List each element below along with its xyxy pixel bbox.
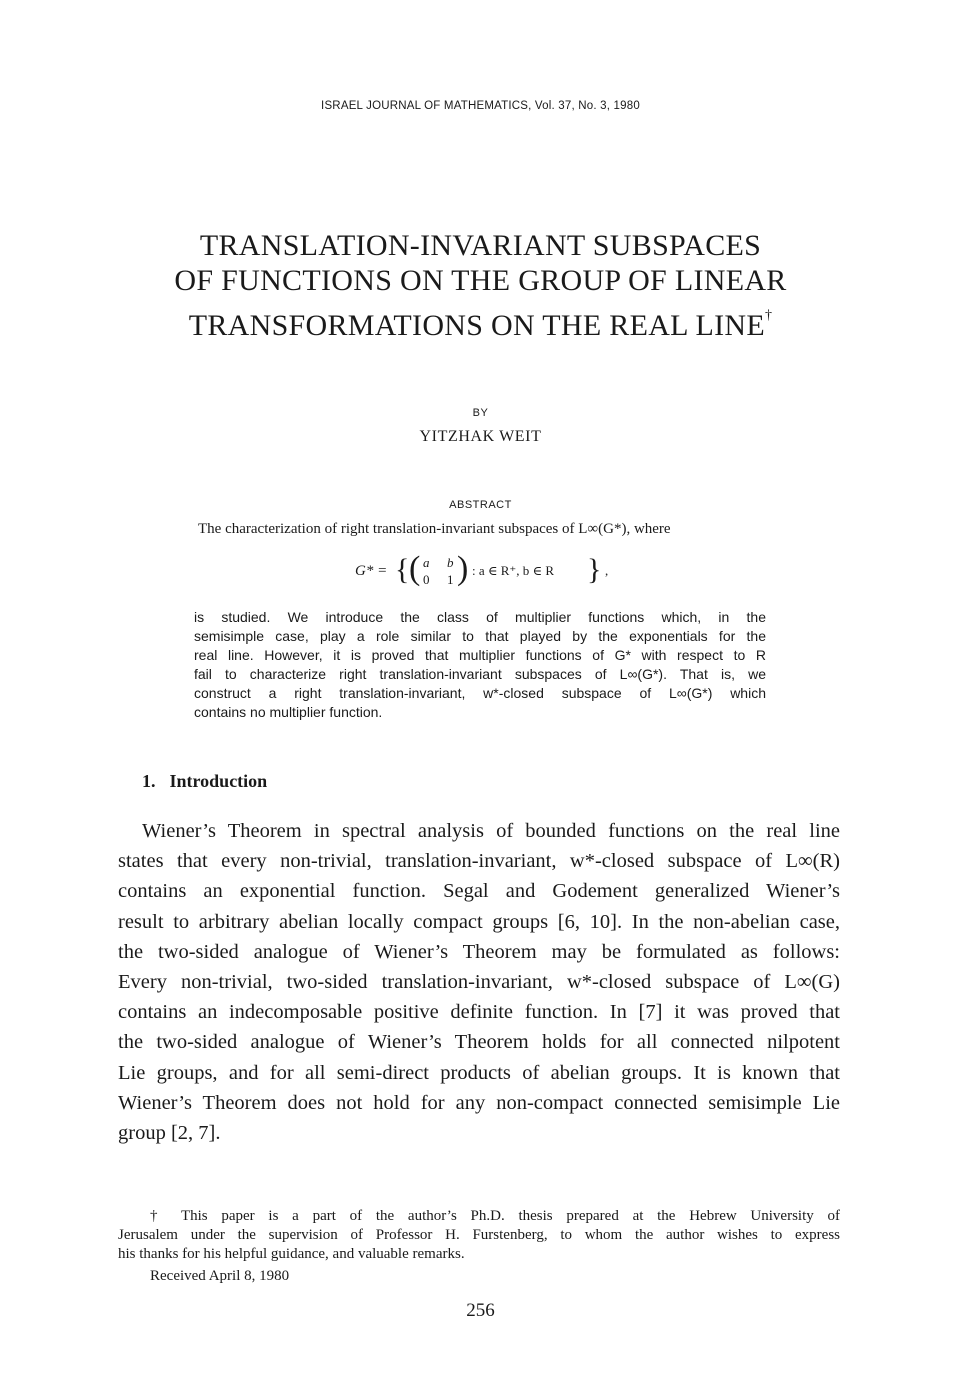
- body-line: Wiener’s Theorem in spectral analysis of bounded functions on the real line: [142, 820, 840, 842]
- body-line: states that every non-trivial, translation-invariant, w*-closed subspace of L∞(R): [118, 850, 840, 873]
- abstract-line: fail to characterize right translation-invariant subspaces of L∞(G*). That is, we: [194, 666, 766, 682]
- abstract-label: ABSTRACT: [449, 499, 512, 511]
- title-line: TRANSLATION-INVARIANT SUBSPACES: [199, 229, 762, 262]
- section-heading: [142, 771, 267, 792]
- body-line: the two-sided analogue of Wiener’s Theorem may be formulated as follows:: [118, 940, 840, 963]
- byline-by: BY: [472, 407, 489, 419]
- section-title: Introduction: [169, 771, 268, 791]
- footnote-line: † This paper is a part of the author’s Ph.D. thesis prepared at the Hebrew University of: [150, 1208, 840, 1224]
- title-line: [60, 298, 901, 343]
- matrix-entry-a: a: [423, 555, 430, 570]
- body-line: Lie groups, and for all semi-direct products of abelian groups. It is known that: [118, 1061, 840, 1084]
- abstract-line: real line. However, it is proved that multiplier functions of G* with respect to R: [194, 647, 766, 663]
- body-line: result to arbitrary abelian locally compact groups [6, 10]. In the non-abelian case,: [118, 910, 840, 933]
- abstract-line: semisimple case, play a role similar to that played by the exponentials for the: [194, 628, 766, 644]
- footnote-line: Jerusalem under the supervision of Professor H. Furstenberg, to whom the author wishes to express: [118, 1227, 840, 1243]
- received-date: Received April 8, 1980: [150, 1268, 290, 1284]
- body-line: the two-sided analogue of Wiener’s Theorem holds for all connected nilpotent: [118, 1031, 840, 1054]
- abstract-intro: The characterization of right translation-invariant subspaces of L∞(G*), where: [198, 521, 671, 537]
- abstract-line: construct a right translation-invariant, w*-closed subspace of L∞(G*) which: [194, 685, 766, 701]
- footnote: [118, 1207, 840, 1264]
- introduction-paragraph: [118, 816, 840, 1148]
- body-line: contains an indecomposable positive definite function. In [7] it was proved that: [118, 1001, 840, 1024]
- body-line: group [2, 7].: [118, 1122, 221, 1145]
- title-line-text: TRANSFORMATIONS ON THE REAL LINE: [188, 309, 765, 342]
- body-line: Wiener’s Theorem does not hold for any non-compact connected semisimple Lie: [118, 1091, 840, 1114]
- body-line: Every non-trivial, two-sided translation-invariant, w*-closed subspace of L∞(G): [118, 971, 840, 994]
- abstract-line: is studied. We introduce the class of multiplier functions which, in the: [194, 609, 766, 625]
- left-paren: (: [409, 550, 421, 587]
- matrix-entry-zero: 0: [423, 572, 430, 587]
- journal-header: ISRAEL JOURNAL OF MATHEMATICS, Vol. 37, No. 3, 1980: [321, 100, 640, 112]
- formula-trailing-comma: ,: [605, 563, 609, 578]
- matrix-entry-one: 1: [447, 572, 454, 587]
- formula-lhs: G* =: [355, 563, 388, 579]
- author-name: YITZHAK WEIT: [419, 428, 542, 445]
- paper-title: [60, 228, 901, 343]
- matrix-entry-b: b: [447, 555, 454, 570]
- body-line: contains an exponential function. Segal and Godement generalized Wiener’s: [118, 880, 840, 903]
- right-paren: ): [457, 550, 469, 587]
- footnote-line: his thanks for his helpful guidance, and valuable remarks.: [118, 1246, 465, 1262]
- title-line: OF FUNCTIONS ON THE GROUP OF LINEAR: [174, 264, 787, 297]
- group-definition-formula: [355, 552, 655, 592]
- page-number: 256: [466, 1300, 495, 1321]
- abstract-line: contains no multiplier function.: [194, 704, 383, 720]
- formula-condition: : a ∈ R⁺, b ∈ R: [472, 563, 555, 578]
- right-brace: }: [587, 553, 602, 586]
- abstract-body: [194, 608, 766, 722]
- title-footnote-mark: †: [764, 308, 773, 323]
- section-number: 1.: [142, 771, 156, 791]
- left-brace: {: [395, 553, 410, 586]
